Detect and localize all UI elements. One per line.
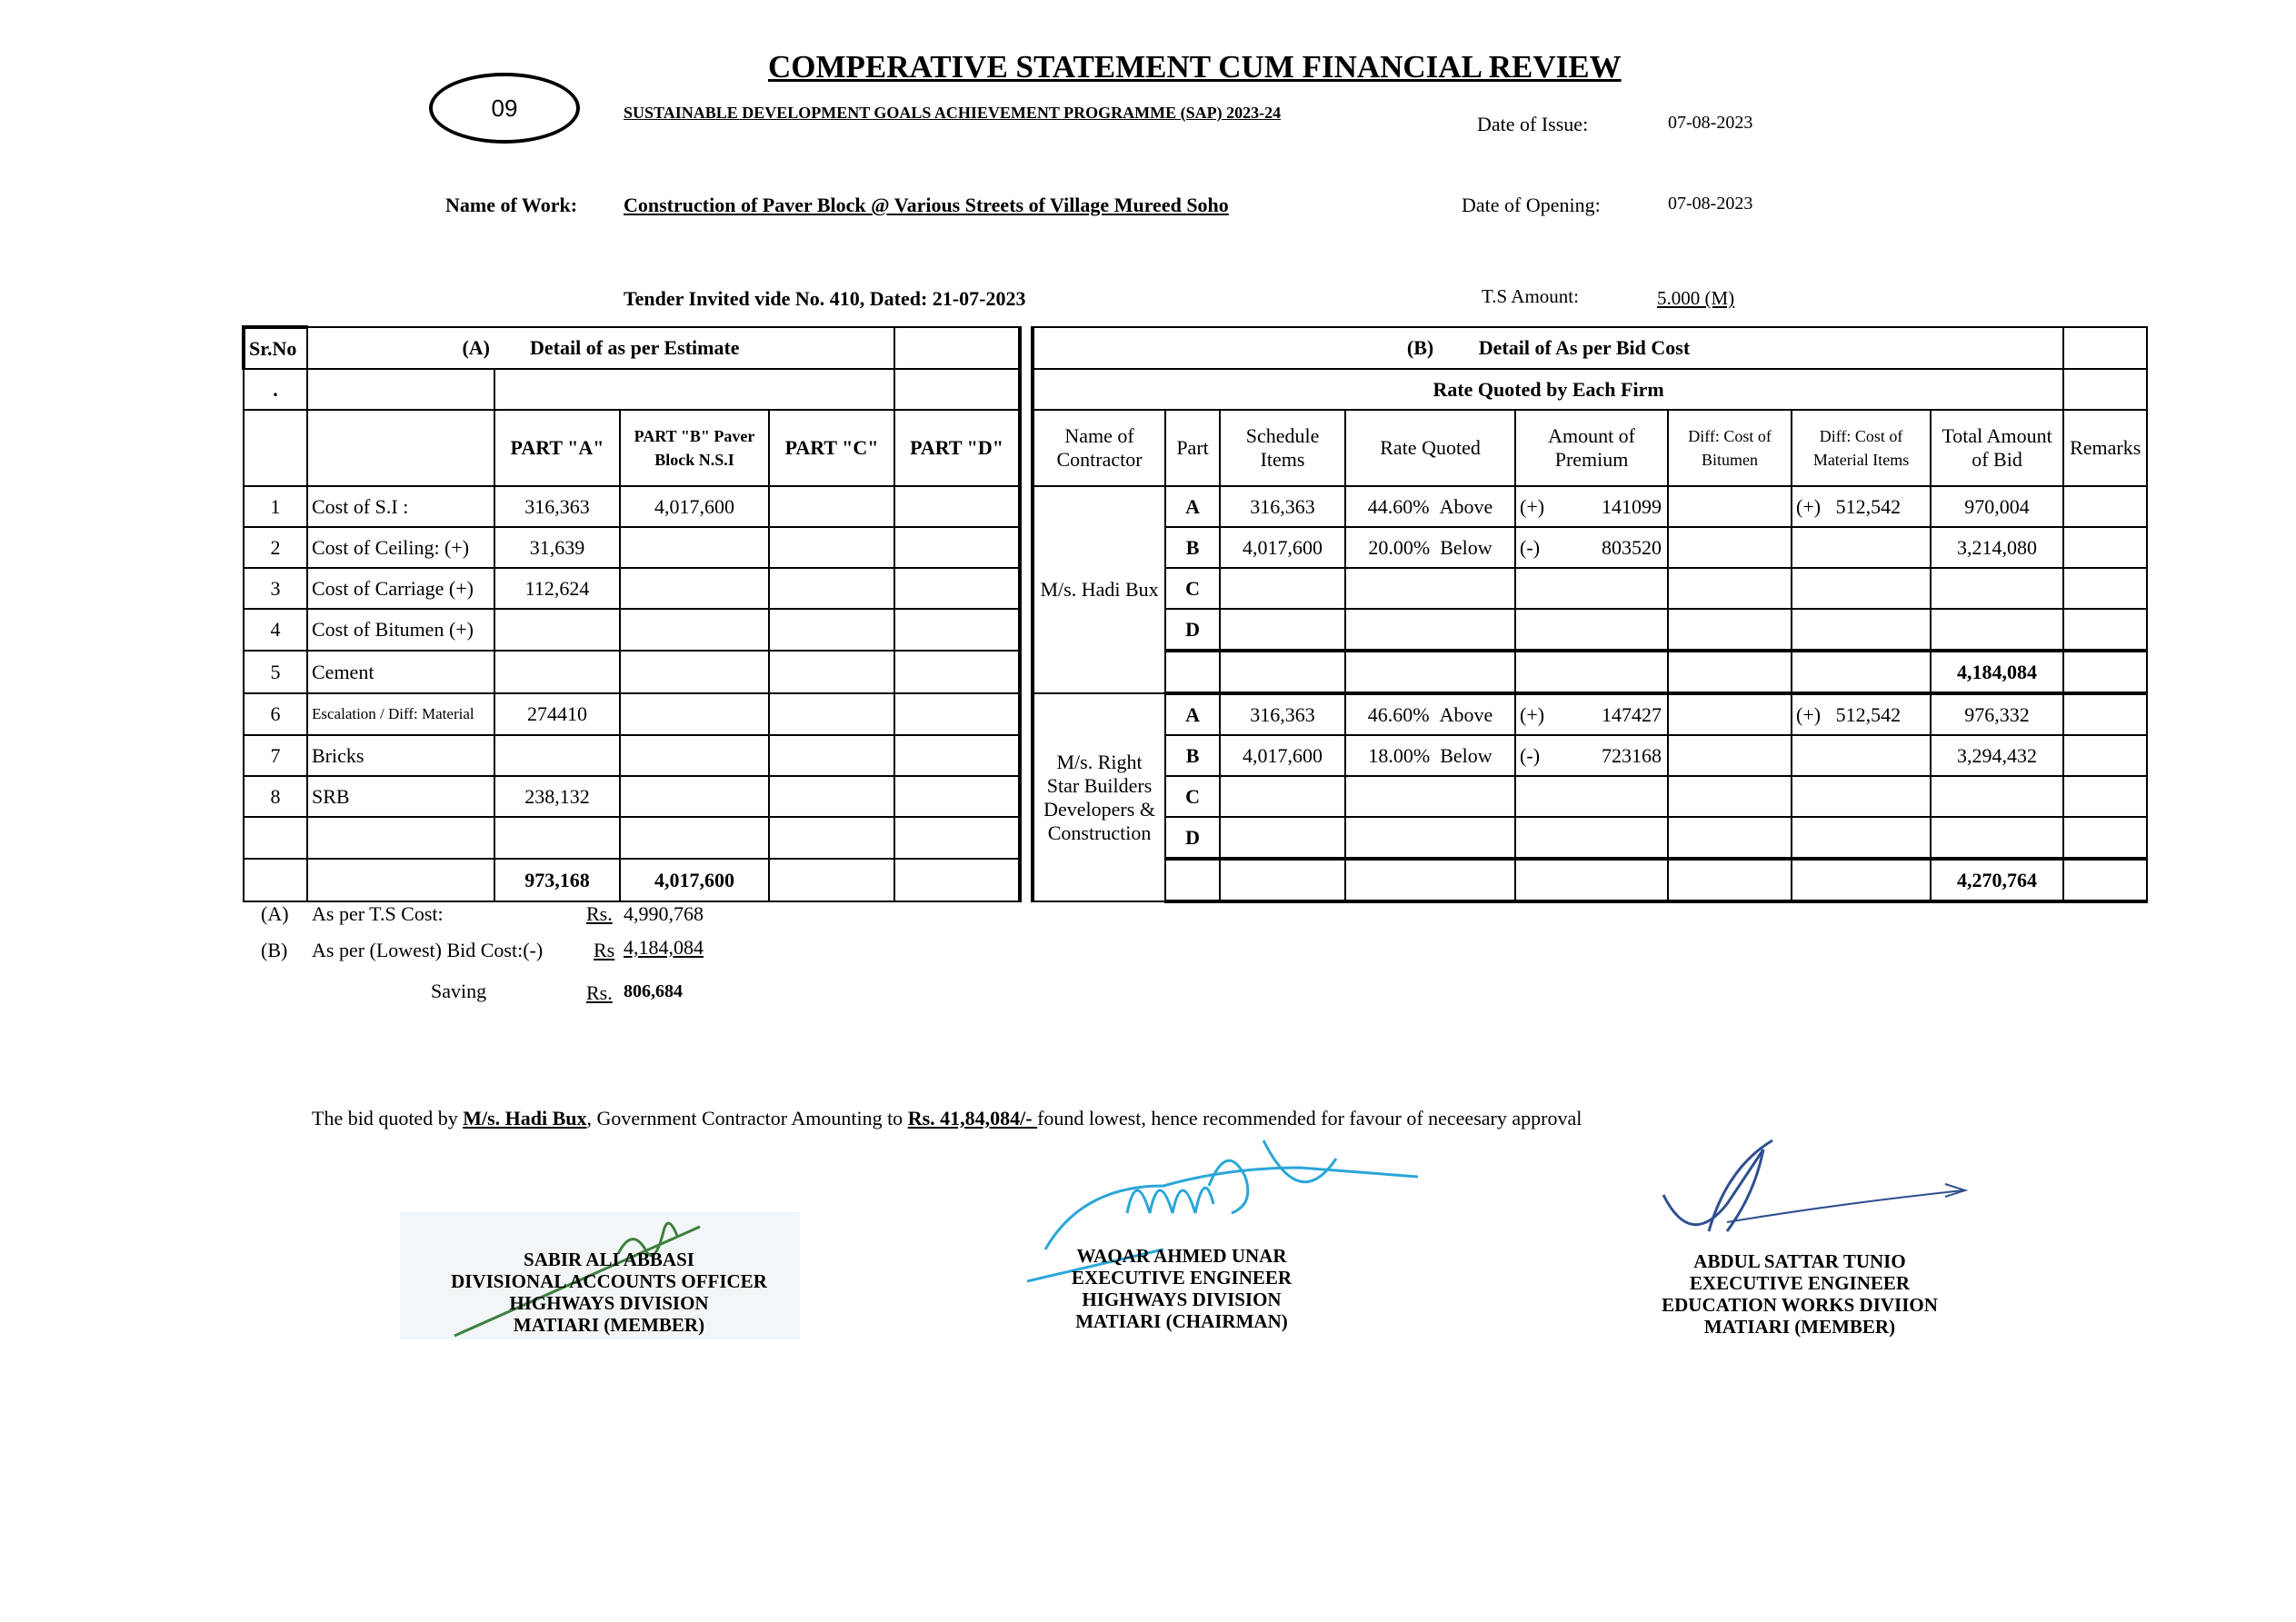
ts-amount-label: T.S Amount: — [1482, 285, 1579, 307]
part-letter: C — [1165, 568, 1220, 609]
estimate-total-a: 973,168 — [494, 859, 620, 901]
part-d-value — [894, 817, 1020, 859]
date-of-opening-label: Date of Opening: — [1462, 194, 1601, 216]
bid-header: (B) Detail of As per Bid Cost — [1033, 327, 2063, 369]
part-c-value — [769, 486, 894, 527]
table-row — [244, 859, 2147, 901]
premium-amount — [1515, 776, 1668, 817]
part-b-value — [620, 735, 769, 776]
bitumen-diff — [1668, 568, 1792, 609]
part-c-value — [769, 776, 894, 817]
contractor-name: M/s. Hadi Bux — [1033, 486, 1165, 693]
rate-quoted — [1345, 735, 1515, 776]
rate-direction: Above — [1439, 702, 1493, 726]
part-b-value — [620, 776, 769, 817]
summary-b-text: As per (Lowest) Bid Cost:(-) — [312, 939, 544, 961]
part-d-value — [894, 735, 1020, 776]
total-row-blank — [1668, 859, 1792, 901]
summary-b-rs: Rs — [594, 939, 615, 961]
part-d-value — [894, 776, 1020, 817]
part-a-value — [494, 735, 620, 776]
part-d-value — [894, 693, 1020, 735]
sr-no: 4 — [244, 609, 307, 651]
summary-a-rs: Rs. — [586, 902, 613, 925]
rate-direction: Above — [1439, 494, 1493, 518]
part-b-value — [620, 527, 769, 568]
part-letter: B — [1165, 735, 1220, 776]
signatory-3: ABDUL SATTAR TUNIO EXECUTIVE ENGINEER EDUCATION WORKS DIVIION MATIARI (MEMBER) — [1662, 1250, 1938, 1338]
part-d-value — [894, 651, 1020, 693]
rate-percent: 46.60% — [1367, 702, 1430, 726]
sr-no: 2 — [244, 527, 307, 568]
date-of-opening-value: 07-08-2023 — [1668, 194, 1753, 214]
schedule-items — [1220, 568, 1345, 609]
signature-mark-3 — [1654, 1131, 1972, 1249]
item-description: SRB — [307, 776, 494, 817]
schedule-items: 4,017,600 — [1220, 735, 1345, 776]
col-rate: Rate Quoted — [1345, 410, 1515, 486]
table-row — [244, 693, 2147, 735]
total-row-blank — [1165, 651, 1220, 693]
col-part-b: PART "B" Paver Block N.S.I — [620, 410, 769, 486]
rate-quoted — [1345, 817, 1515, 859]
rate-quoted — [1345, 486, 1515, 527]
part-b-value — [620, 609, 769, 651]
document-title: COMPERATIVE STATEMENT CUM FINANCIAL REVIEW — [768, 49, 1622, 85]
sr-no — [244, 859, 307, 901]
material-diff — [1792, 568, 1931, 609]
part-b-value — [620, 693, 769, 735]
firm-grand-total: 4,184,084 — [1931, 651, 2063, 693]
material-sign: (+) — [1796, 702, 1822, 726]
rate-percent: 20.00% — [1368, 535, 1431, 559]
sr-no: 7 — [244, 735, 307, 776]
estimate-total-b: 4,017,600 — [620, 859, 769, 901]
col-part: Part — [1165, 410, 1220, 486]
rate-quoted — [1345, 609, 1515, 651]
remarks — [2063, 776, 2147, 817]
comparative-table — [242, 325, 2148, 903]
total-row-blank — [1220, 651, 1345, 693]
col-total: Total Amount of Bid — [1931, 410, 2063, 486]
schedule-items — [1220, 776, 1345, 817]
part-c-value — [769, 651, 894, 693]
part-b-value — [620, 568, 769, 609]
bitumen-diff — [1668, 776, 1792, 817]
total-amount — [1931, 817, 2063, 859]
premium-sign: (-) — [1520, 743, 1541, 767]
material-sign: (+) — [1796, 494, 1822, 518]
premium-sign: (+) — [1520, 702, 1545, 726]
item-description: Escalation / Diff: Material — [307, 693, 494, 735]
premium-amount — [1515, 735, 1668, 776]
item-description: Bricks — [307, 735, 494, 776]
premium-amount — [1515, 817, 1668, 859]
schedule-items: 4,017,600 — [1220, 527, 1345, 568]
part-b-value — [620, 817, 769, 859]
item-description — [307, 859, 494, 901]
bitumen-diff — [1668, 693, 1792, 735]
saving-rs: Rs. — [586, 981, 613, 1004]
total-amount: 3,214,080 — [1931, 527, 2063, 568]
col-bitumen: Diff: Cost of Bitumen — [1668, 410, 1792, 486]
schedule-items: 316,363 — [1220, 486, 1345, 527]
part-d-value — [894, 859, 1020, 901]
part-letter: A — [1165, 486, 1220, 527]
part-c-value — [769, 859, 894, 901]
signatory-1: SABIR ALI ABBASI DIVISIONAL ACCOUNTS OFFICER HIGHWAYS DIVISION MATIARI (MEMBER) — [451, 1249, 767, 1336]
saving-value: 806,684 — [624, 981, 683, 1001]
part-c-value — [769, 735, 894, 776]
material-diff — [1792, 486, 1931, 527]
date-of-issue-value: 07-08-2023 — [1668, 113, 1753, 133]
rate-direction: Below — [1440, 535, 1492, 559]
part-c-value — [769, 527, 894, 568]
table-row — [244, 609, 2147, 651]
sr-no: 5 — [244, 651, 307, 693]
premium-amount — [1515, 568, 1668, 609]
part-c-value — [769, 568, 894, 609]
item-description: Cost of Bitumen (+) — [307, 609, 494, 651]
table-row — [244, 486, 2147, 527]
total-amount — [1931, 609, 2063, 651]
material-value: 512,542 — [1835, 702, 1902, 726]
part-a-value: 316,363 — [494, 486, 620, 527]
col-part-d: PART "D" — [894, 410, 1020, 486]
remarks — [2063, 859, 2147, 901]
sr-no: 1 — [244, 486, 307, 527]
part-c-value — [769, 609, 894, 651]
sr-no: 6 — [244, 693, 307, 735]
total-row-blank — [1165, 859, 1220, 901]
summary-b-value: 4,184,084 — [624, 936, 704, 959]
bitumen-diff — [1668, 527, 1792, 568]
bitumen-diff — [1668, 609, 1792, 651]
part-a-value — [494, 817, 620, 859]
item-description: Cost of Ceiling: (+) — [307, 527, 494, 568]
part-d-value — [894, 486, 1020, 527]
part-letter: B — [1165, 527, 1220, 568]
serial-number: 09 — [491, 94, 518, 122]
col-remarks: Remarks — [2063, 410, 2147, 486]
rate-percent: 44.60% — [1367, 494, 1430, 518]
part-a-value — [494, 651, 620, 693]
summary-b-label: (B) — [261, 939, 288, 961]
premium-value: 723168 — [1602, 743, 1662, 767]
sr-no — [244, 817, 307, 859]
summary-a-value: 4,990,768 — [624, 902, 704, 925]
premium-value: 803520 — [1602, 535, 1662, 559]
remarks — [2063, 568, 2147, 609]
signatory-2: WAQAR AHMED UNAR EXECUTIVE ENGINEER HIGHWAYS DIVISION MATIARI (CHAIRMAN) — [1071, 1245, 1293, 1332]
contractor-name: M/s. Right Star Builders Developers & Construction — [1033, 693, 1165, 901]
part-a-value — [494, 609, 620, 651]
remarks — [2063, 817, 2147, 859]
schedule-items — [1220, 817, 1345, 859]
table-row — [244, 735, 2147, 776]
total-row-blank — [1515, 859, 1668, 901]
part-b-value: 4,017,600 — [620, 486, 769, 527]
total-amount: 970,004 — [1931, 486, 2063, 527]
rate-percent: 18.00% — [1368, 743, 1431, 767]
bitumen-diff — [1668, 486, 1792, 527]
col-part-a: PART "A" — [494, 410, 620, 486]
material-diff — [1792, 693, 1931, 735]
total-row-blank — [1668, 651, 1792, 693]
firm-grand-total: 4,270,764 — [1931, 859, 2063, 901]
bid-header-blank — [2063, 327, 2147, 369]
remarks — [2063, 693, 2147, 735]
ts-amount-value: 5.000 (M) — [1657, 287, 1735, 309]
total-row-blank — [1345, 651, 1515, 693]
premium-amount — [1515, 527, 1668, 568]
serial-number-oval — [429, 73, 580, 144]
material-value: 512,542 — [1835, 494, 1902, 518]
total-amount: 976,332 — [1931, 693, 2063, 735]
sr-no: 8 — [244, 776, 307, 817]
recommendation-text: The bid quoted by M/s. Hadi Bux, Government Contractor Amounting to Rs. 41,84,084/- found lowest, hence recommended for favour of neceesary approval — [312, 1107, 1582, 1129]
saving-label: Saving — [431, 980, 487, 1002]
col-contractor: Name of Contractor — [1033, 410, 1165, 486]
srno-header: Sr.No — [244, 327, 307, 369]
total-amount — [1931, 568, 2063, 609]
item-description: Cost of Carriage (+) — [307, 568, 494, 609]
total-amount — [1931, 776, 2063, 817]
rate-quoted — [1345, 527, 1515, 568]
table-row — [244, 527, 2147, 568]
item-description — [307, 817, 494, 859]
programme-name: SUSTAINABLE DEVELOPMENT GOALS ACHIEVEMENT PROGRAMME (SAP) 2023-24 — [624, 104, 1282, 122]
part-a-value: 274410 — [494, 693, 620, 735]
total-row-blank — [1792, 651, 1931, 693]
col-premium: Amount of Premium — [1515, 410, 1668, 486]
premium-sign: (+) — [1520, 494, 1545, 518]
material-diff — [1792, 817, 1931, 859]
name-of-work-value: Construction of Paver Block @ Various Streets of Village Mureed Soho — [624, 194, 1229, 216]
remarks — [2063, 527, 2147, 568]
schedule-items — [1220, 609, 1345, 651]
part-d-value — [894, 609, 1020, 651]
col-schedule: Schedule Items — [1220, 410, 1345, 486]
premium-amount — [1515, 486, 1668, 527]
sr-no: 3 — [244, 568, 307, 609]
table-row — [244, 817, 2147, 859]
premium-amount — [1515, 609, 1668, 651]
total-amount: 3,294,432 — [1931, 735, 2063, 776]
part-c-value — [769, 693, 894, 735]
material-diff — [1792, 527, 1931, 568]
estimate-header-blank — [894, 327, 1020, 369]
part-c-value — [769, 817, 894, 859]
tender-info: Tender Invited vide No. 410, Dated: 21-07-2023 — [624, 287, 1026, 310]
premium-amount — [1515, 693, 1668, 735]
rate-quoted — [1345, 693, 1515, 735]
part-letter: A — [1165, 693, 1220, 735]
part-letter: D — [1165, 817, 1220, 859]
part-b-value — [620, 651, 769, 693]
material-diff — [1792, 609, 1931, 651]
estimate-header: (A) Detail of as per Estimate — [307, 327, 894, 369]
part-letter: C — [1165, 776, 1220, 817]
schedule-items: 316,363 — [1220, 693, 1345, 735]
rate-quoted — [1345, 568, 1515, 609]
col-part-c: PART "C" — [769, 410, 894, 486]
total-row-blank — [1220, 859, 1345, 901]
remarks — [2063, 735, 2147, 776]
srno-dot: . — [244, 369, 307, 410]
summary-a-label: (A) — [261, 902, 289, 925]
col-material: Diff: Cost of Material Items — [1792, 410, 1931, 486]
bitumen-diff — [1668, 817, 1792, 859]
total-row-blank — [1515, 651, 1668, 693]
material-diff — [1792, 776, 1931, 817]
premium-sign: (-) — [1520, 535, 1541, 559]
remarks — [2063, 651, 2147, 693]
part-a-value: 238,132 — [494, 776, 620, 817]
premium-value: 141099 — [1602, 494, 1662, 518]
remarks — [2063, 486, 2147, 527]
item-description: Cost of S.I : — [307, 486, 494, 527]
date-of-issue-label: Date of Issue: — [1477, 113, 1589, 135]
rate-quoted — [1345, 776, 1515, 817]
total-row-blank — [1345, 859, 1515, 901]
bitumen-diff — [1668, 735, 1792, 776]
table-row — [244, 568, 2147, 609]
table-row — [244, 776, 2147, 817]
name-of-work-label: Name of Work: — [445, 194, 578, 216]
part-a-value: 31,639 — [494, 527, 620, 568]
summary-a-text: As per T.S Cost: — [312, 902, 444, 925]
part-d-value — [894, 527, 1020, 568]
part-letter: D — [1165, 609, 1220, 651]
part-a-value: 112,624 — [494, 568, 620, 609]
rate-direction: Below — [1440, 743, 1492, 767]
total-row-blank — [1792, 859, 1931, 901]
table-row — [244, 651, 2147, 693]
item-description: Cement — [307, 651, 494, 693]
premium-value: 147427 — [1602, 702, 1662, 726]
remarks — [2063, 609, 2147, 651]
rate-header: Rate Quoted by Each Firm — [1033, 369, 2063, 410]
material-diff — [1792, 735, 1931, 776]
part-d-value — [894, 568, 1020, 609]
